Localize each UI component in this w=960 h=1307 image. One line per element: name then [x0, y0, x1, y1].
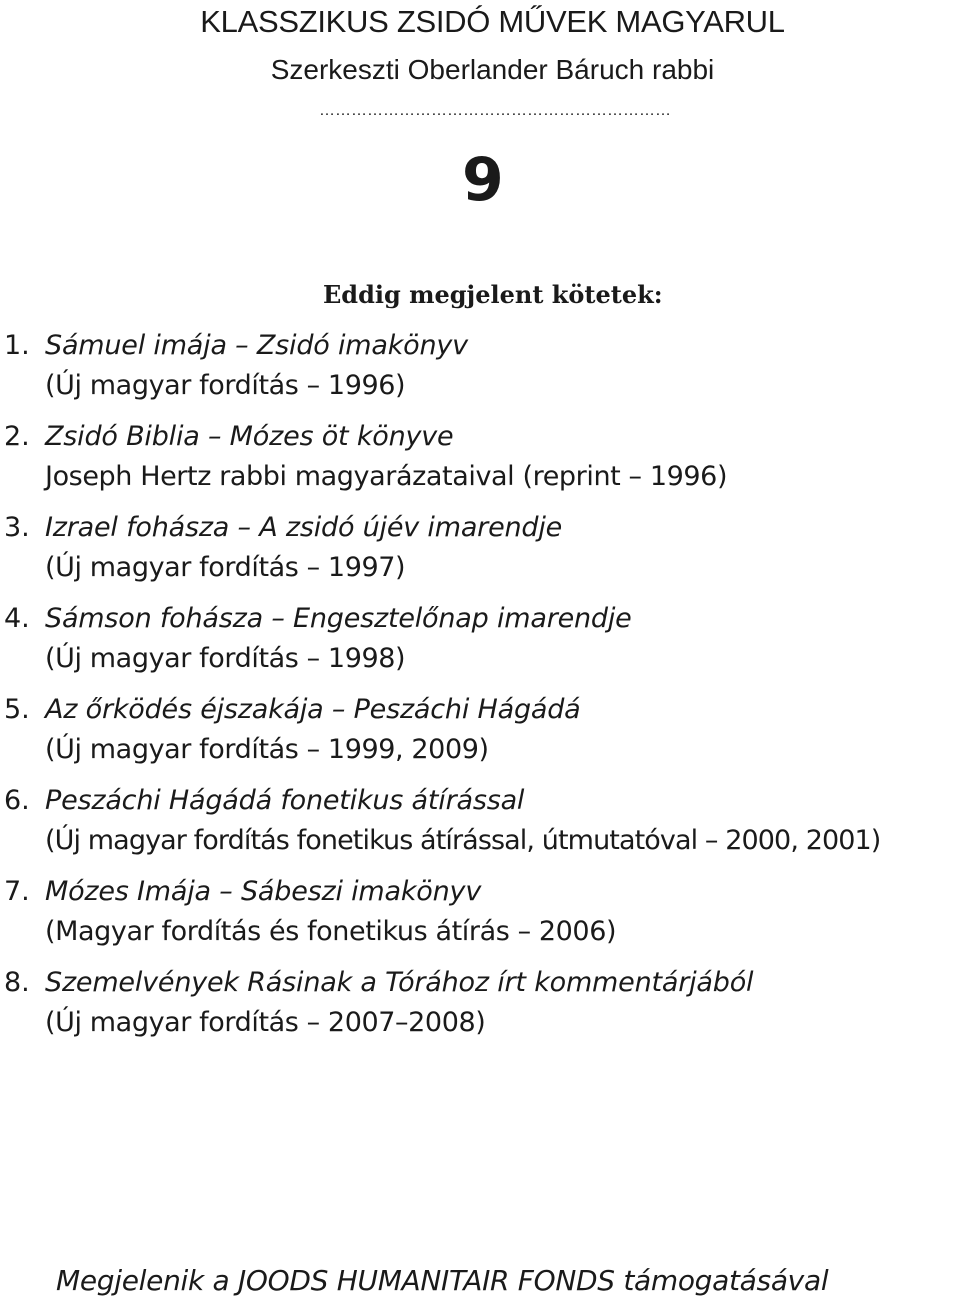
item-title: Szemelvények Rásinak a Tórához írt kommentárjából [45, 967, 754, 998]
item-note: (Új magyar fordítás – 1996) [45, 370, 406, 401]
list-item [0, 964, 960, 1055]
item-number: 6. [4, 785, 30, 816]
item-note: (Új magyar fordítás – 1999, 2009) [45, 734, 489, 765]
item-title: Peszáchi Hágádá fonetikus átírással [45, 785, 525, 816]
item-number: 4. [4, 603, 30, 634]
sponsor-footer: Megjelenik a JOODS HUMANITAIR FONDS támogatásával [56, 1264, 829, 1297]
list-item [0, 782, 960, 873]
item-title: Mózes Imája – Sábeszi imakönyv [45, 876, 482, 907]
list-item [0, 691, 960, 782]
item-title: Izrael fohásza – A zsidó újév imarendje [45, 512, 563, 543]
list-item [0, 873, 960, 964]
item-number: 1. [4, 330, 30, 361]
item-title: Zsidó Biblia – Mózes öt könyve [45, 421, 454, 452]
item-title: Az őrködés éjszakája – Peszáchi Hágádá [45, 694, 581, 725]
item-number: 2. [4, 421, 30, 452]
dotted-separator: ………………………………………………………… [319, 102, 671, 119]
item-number: 3. [4, 512, 30, 543]
item-note: (Új magyar fordítás – 1998) [45, 643, 406, 674]
item-note: Joseph Hertz rabbi magyarázataival (reprint – 1996) [45, 461, 728, 492]
item-title: Sámson fohásza – Engesztelőnap imarendje [45, 603, 632, 634]
editor-line: Szerkeszti Oberlander Báruch rabbi [270, 54, 715, 85]
published-volumes-list [0, 327, 960, 1055]
item-number: 8. [4, 967, 30, 998]
published-volumes-heading: Eddig megjelent kötetek: [323, 280, 663, 309]
volume-number: 9 [462, 145, 504, 215]
item-note: (Új magyar fordítás fonetikus átírással, útmutatóval – 2000, 2001) [45, 825, 881, 856]
list-item [0, 600, 960, 691]
list-item [0, 509, 960, 600]
item-number: 7. [4, 876, 30, 907]
item-title: Sámuel imája – Zsidó imakönyv [45, 330, 468, 361]
item-note: (Új magyar fordítás – 2007–2008) [45, 1007, 486, 1038]
item-number: 5. [4, 694, 30, 725]
list-item [0, 327, 960, 418]
item-note: (Magyar fordítás és fonetikus átírás – 2006) [45, 916, 617, 947]
item-note: (Új magyar fordítás – 1997) [45, 552, 406, 583]
series-title: KLASSZIKUS ZSIDÓ MŰVEK MAGYARUL [200, 4, 785, 39]
list-item [0, 418, 960, 509]
